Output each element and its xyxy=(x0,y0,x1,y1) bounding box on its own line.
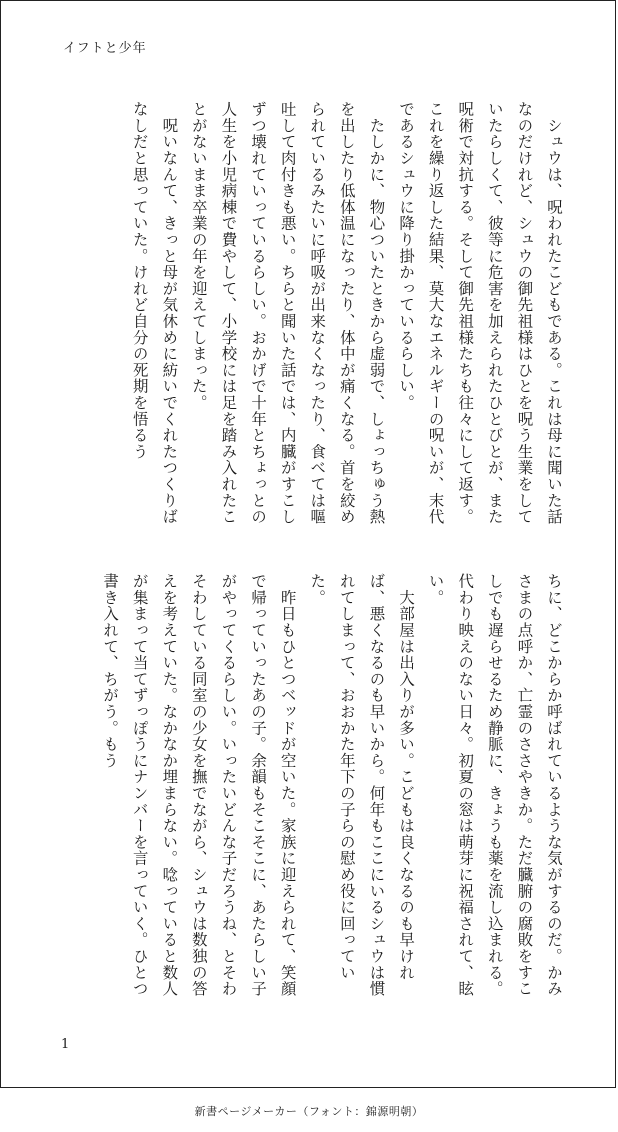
book-title: イフトと少年 xyxy=(63,41,147,56)
text-block-upper: シュウは、呪われたこどもである。これは母に聞いた話なのだけれど、シュウの御先祖様はひとを呪う生業をしていたらしくて、彼等に危害を加えられたひとびとが、また呪術で対抗する。そして御先祖様たちも往々にして返す。これを繰り返した結果、莫大なエネルギーの呪いが、末代であるシュウに降り掛かっているらしい。 たしかに、物心ついたときから虚弱で、しょっちゅう熱を出したり低体温になったり、体中が痛くなる。首を絞められているみたいに呼吸が出来なくなったり、食べては嘔吐して肉付きも悪い。ちらと聞いた話では、内臓がすこしずつ壊れていっているらしい。おかげで十年とちょっとの人生を小児病棟で費やして、小学校には足を踏み入れたことがないまま卒業の年を迎えてしまった。 呪いなんて、きっと母が気休めに紡いでくれたつくりばなしだと思っていた。けれど自分の死期を悟るう xyxy=(130,101,563,525)
footer-credit: 新書ページメーカー（フォント：錦源明朝） xyxy=(194,1105,424,1118)
text-block-lower: ちに、どこからか呼ばれているような気がするのだ。かみさまの点呼か、亡霊のささやきか。ただ臓腑の腐敗をすこしでも遅らせるため静脈に、きょうも薬を流し込まれる。代わり映えのない日々。初夏の窓は萌芽に祝福されて、眩い。 大部屋は出入りが多い。こどもは良くなるのも早ければ、悪くなるのも早いから。何年もここにいるシュウは慣れてしまって、おおかた年下の子らの慰め役に回っていた。 昨日もひとつベッドが空いた。家族に迎えられて、笑顔で帰っていったあの子。余韻もそこそこに、あたらしい子がやってくるらしい。いったいどんな子だろうね、とそわそわしている同室の少女を撫でながら、シュウは数独の答えを考えていた。なかなか埋まらない。唸っていると数人が集まって当てずっぽうにナンバーを言っていく。ひとつ書き入れて、ちがう。もう xyxy=(101,573,563,997)
page-number: 1 xyxy=(61,1037,70,1052)
